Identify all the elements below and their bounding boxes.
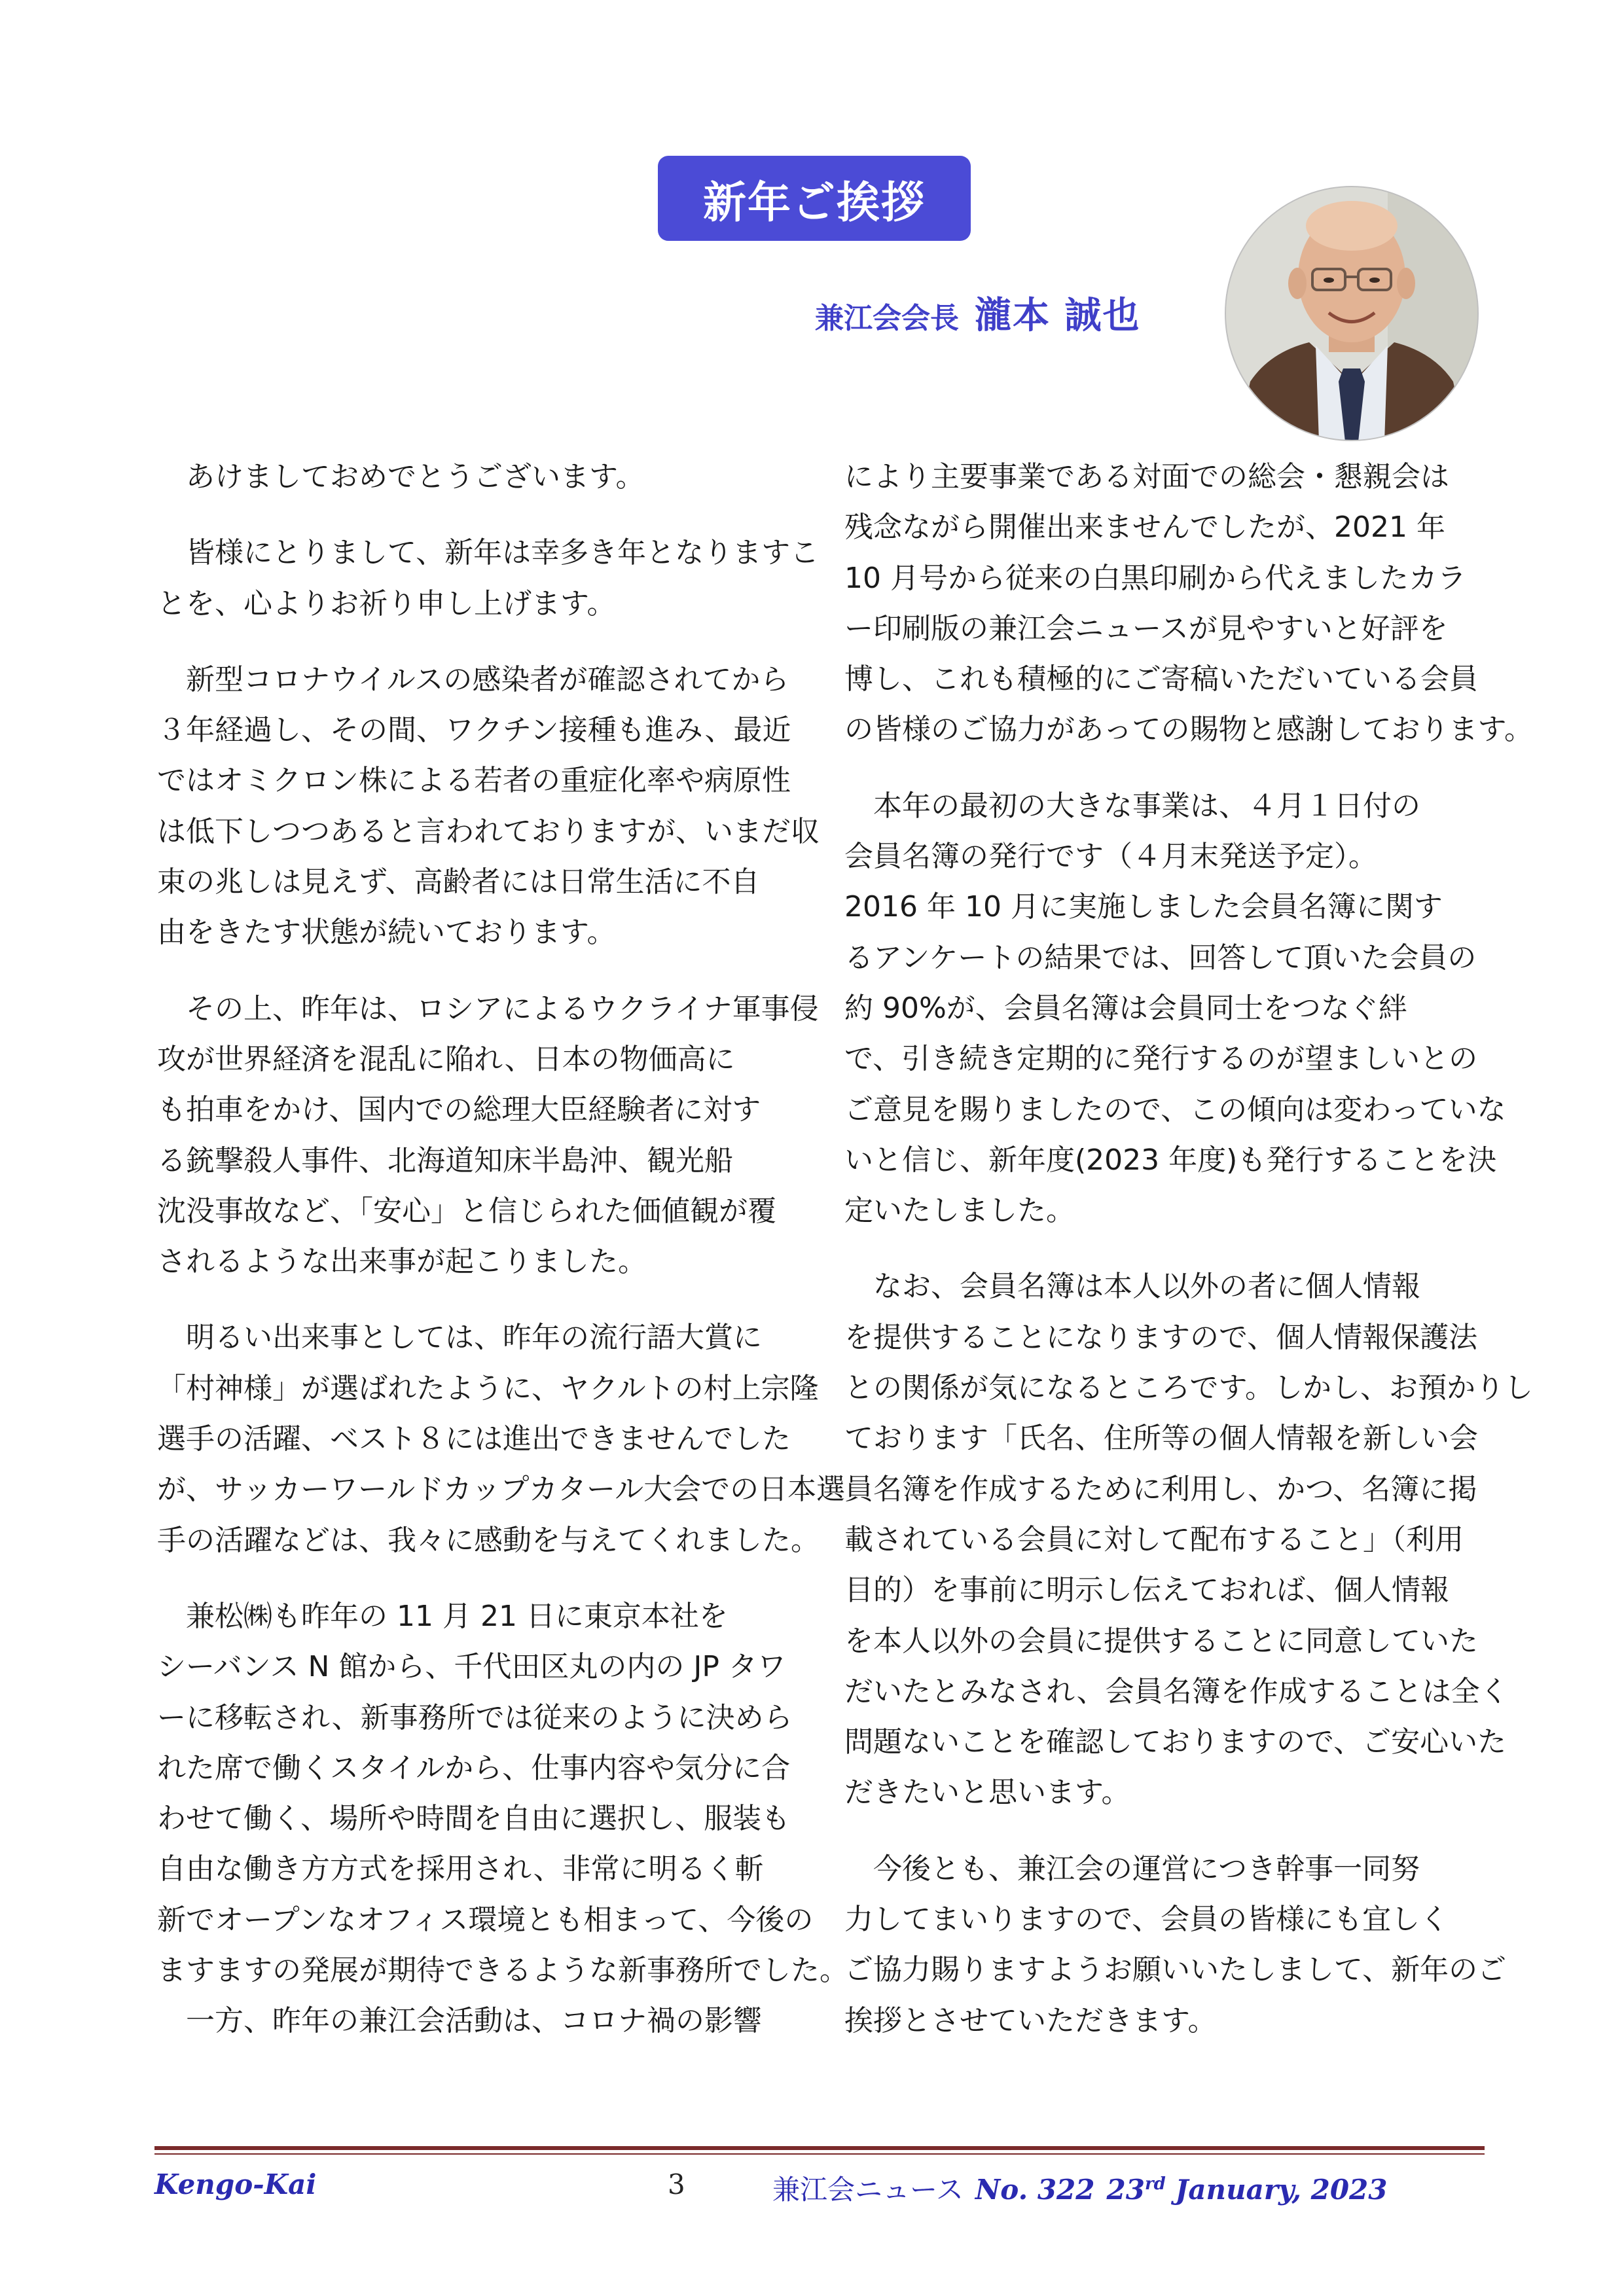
text-line: 束の兆しは見えず、高齢者には日常生活に不自 (157, 865, 760, 899)
text-line: 今後とも、兼江会の運営につき幹事一同努 (873, 1852, 1420, 1886)
text-line: だいたとみなされ、会員名簿を作成することは全く (844, 1674, 1509, 1708)
text-line: 選手の活躍、ベスト８には進出できませんでした (157, 1422, 791, 1456)
text-line: ご意見を賜りましたので、この傾向は変わっていな (844, 1092, 1506, 1126)
issue-number: No. 322 (975, 2174, 1095, 2206)
text-line: 挨拶とさせていただきます。 (844, 2003, 1217, 2037)
text-line: るアンケートの結果では、回答して頂いた会員の (844, 941, 1477, 975)
text-line: を本人以外の会員に提供することに同意していた (844, 1624, 1478, 1658)
newsletter-name: 兼江会ニュース (772, 2174, 964, 2206)
text-line: 10 月号から従来の白黒印刷から代えましたカラ (844, 561, 1466, 595)
text-line: だきたいと思います。 (844, 1776, 1130, 1810)
text-line: 皆様にとりまして、新年は幸多き年となりますこ (186, 536, 820, 570)
text-line: 自由な働き方方式を採用され、非常に明るく斬 (157, 1852, 764, 1886)
text-line: により主要事業である対面での総会・懇親会は (844, 460, 1449, 493)
text-line: シーバンス N 館から、千代田区丸の内の JP タワ (157, 1650, 786, 1684)
paragraph (844, 1261, 1534, 1818)
author-role: 兼江会会長 (815, 302, 959, 335)
text-line: の皆様のご協力があっての賜物と感謝しております。 (844, 713, 1534, 747)
text-line: も拍車をかけ、国内での総理大臣経験者に対す (157, 1093, 761, 1127)
article-column-right (844, 452, 1534, 2072)
text-line: ３年経過し、その間、ワクチン接種も進み、最近 (157, 713, 791, 747)
text-line: 「村神様」が選ばれたように、ヤクルトの村上宗隆 (157, 1371, 819, 1405)
paragraph (157, 984, 819, 1287)
article-column-left (157, 452, 848, 2072)
paragraph (157, 1312, 846, 1565)
text-line: 載されている会員に対して配布すること」（利用 (844, 1522, 1464, 1556)
text-line: ではオミクロン株による若者の重症化率や病原性 (157, 764, 791, 798)
author-byline (815, 287, 1182, 339)
text-line: 本年の最初の大きな事業は、４月１日付の (873, 789, 1420, 823)
text-line: 手の活躍などは、我々に感動を与えてくれました。 (157, 1523, 820, 1557)
author-name: 瀧本 誠也 (975, 295, 1141, 337)
issue-date: 23rd January, 2023 (1106, 2174, 1388, 2206)
text-line: されるような出来事が起こりました。 (157, 1245, 647, 1279)
paragraph (157, 528, 820, 629)
text-line: その上、昨年は、ロシアによるウクライナ軍事侵 (186, 992, 819, 1026)
text-line: ーに移転され、新事務所では従来のように決めら (157, 1700, 793, 1734)
paragraph (157, 1591, 848, 1996)
text-line: わせて働く、場所や時間を自由に選択し、服装も (157, 1802, 791, 1836)
text-line: 目的）を事前に明示し伝えておれば、個人情報 (844, 1573, 1449, 1607)
text-line: 一方、昨年の兼江会活動は、コロナ禍の影響 (186, 2004, 762, 2038)
text-line: ご協力賜りますようお願いいたしまして、新年のご (844, 1953, 1507, 1987)
text-line: ております「氏名、住所等の個人情報を新しい会 (844, 1422, 1478, 1456)
text-line: 沈没事故など、「安心」と信じられた価値観が覆 (157, 1194, 776, 1228)
text-line: 問題ないことを確認しておりますので、ご安心いた (844, 1725, 1507, 1759)
footer-rule-thin (154, 2153, 1485, 2155)
text-line: 明るい出来事としては、昨年の流行語大賞に (186, 1321, 762, 1355)
text-line: 会員名簿の発行です（４月末発送予定）。 (844, 840, 1377, 874)
text-line: る銃撃殺人事件、北海道知床半島沖、観光船 (157, 1143, 733, 1177)
author-portrait (1224, 185, 1479, 442)
footer-issue-info (772, 2168, 1388, 2208)
paragraph (844, 452, 1534, 755)
paragraph (157, 1996, 792, 2046)
text-line: ー印刷版の兼江会ニュースが見やすいと好評を (844, 611, 1448, 645)
footer-org-name: Kengo-Kai (154, 2168, 317, 2200)
text-line: 攻が世界経済を混乱に陥れ、日本の物価高に (157, 1042, 735, 1076)
text-line: は低下しつつあると言われておりますが、いまだ収 (157, 814, 820, 848)
text-line: 新型コロナウイルスの感染者が確認されてから (186, 662, 789, 696)
footer-rule-thick (154, 2146, 1485, 2150)
text-line: で、引き続き定期的に発行するのが望ましいとの (844, 1042, 1478, 1076)
text-line: いと信じ、新年度(2023 年度)も発行することを決 (844, 1143, 1497, 1177)
text-line: 定いたしました。 (844, 1194, 1075, 1228)
text-line: 新でオープンなオフィス環境とも相まって、今後の (157, 1903, 814, 1937)
page-number: 3 (668, 2168, 685, 2200)
text-line: なお、会員名簿は本人以外の者に個人情報 (873, 1270, 1420, 1304)
text-line: あけましておめでとうございます。 (186, 460, 645, 493)
text-line: 約 90%が、会員名簿は会員同士をつなぐ絆 (844, 991, 1407, 1025)
paragraph (844, 781, 1506, 1236)
text-line: を提供することになりますので、個人情報保護法 (844, 1320, 1478, 1354)
paragraph (844, 1844, 1507, 2046)
paragraph (157, 452, 792, 502)
text-line: 兼松㈱も昨年の 11 月 21 日に東京本社を (186, 1599, 728, 1633)
text-line: 2016 年 10 月に実施しました会員名簿に関す (844, 890, 1443, 924)
text-line: 博し、これも積極的にご寄稿いただいている会員 (844, 662, 1478, 696)
text-line: れた席で働くスタイルから、仕事内容や気分に合 (157, 1751, 791, 1785)
text-line: 員名簿を作成するために利用し、かつ、名簿に掲 (844, 1472, 1477, 1506)
paragraph (157, 655, 820, 958)
text-line: とを、心よりお祈り申し上げます。 (157, 586, 616, 620)
text-line: 由をきたす状態が続いております。 (157, 916, 616, 950)
text-line: ますますの発展が期待できるような新事務所でした。 (157, 1954, 848, 1988)
text-line: が、サッカーワールドカップカタール大会での日本選 (157, 1473, 846, 1507)
page-title: 新年ご挨拶 (658, 156, 971, 241)
text-line: 力してまいりますので、会員の皆様にも宜しく (844, 1903, 1449, 1937)
text-line: との関係が気になるところです。しかし、お預かりし (844, 1371, 1534, 1405)
text-line: 残念ながら開催出来ませんでしたが、2021 年 (844, 511, 1445, 545)
